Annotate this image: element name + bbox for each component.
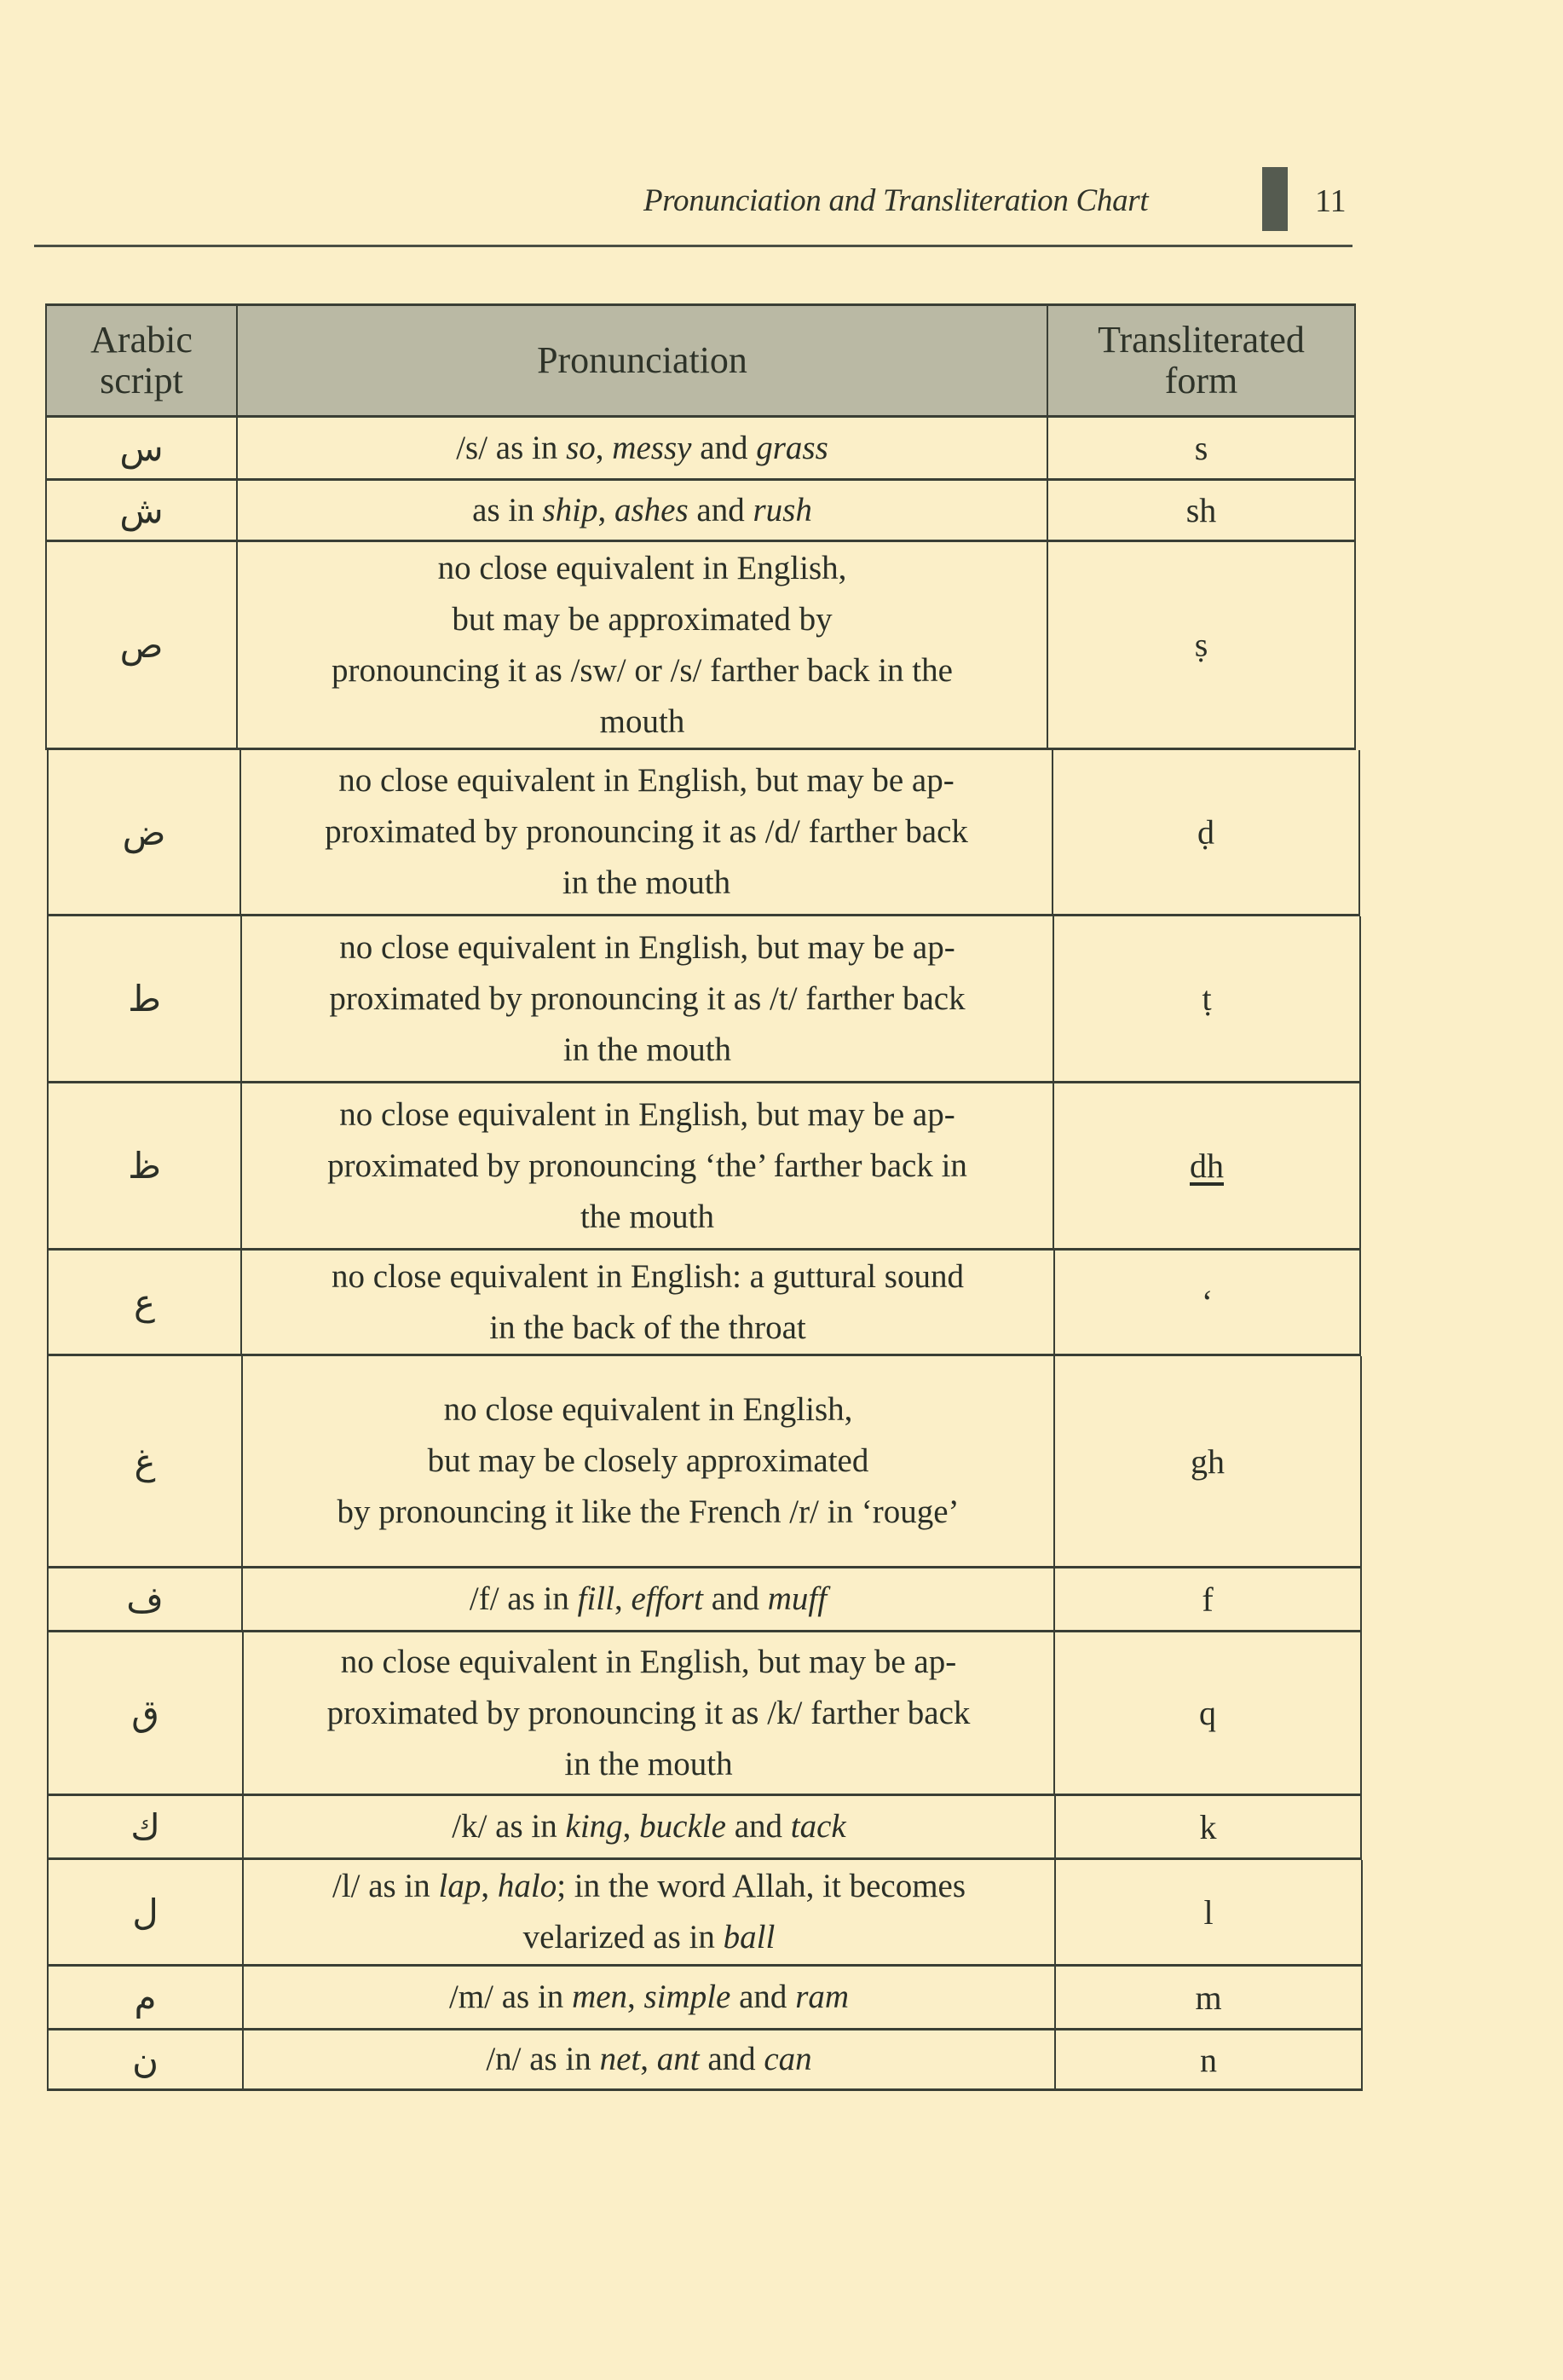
header-pronunciation-label: Pronunciation: [537, 338, 747, 381]
pronunciation-cell: [244, 1632, 1055, 1796]
table-row: [45, 418, 1356, 481]
pronunciation-text: /f/ as in fill, effort and muff: [469, 1580, 828, 1617]
running-title: Pronunciation and Transliteration Chart: [643, 183, 1149, 218]
pronunciation-cell: [242, 1251, 1055, 1356]
arabic-letter: ش: [119, 489, 164, 531]
transliteration-cell: [1048, 418, 1356, 481]
header-transliterated-form: [1048, 303, 1356, 418]
table-row: [47, 1251, 1361, 1356]
arabic-letter: ك: [130, 1805, 160, 1848]
pronunciation-cell: [241, 750, 1053, 916]
page-number: 11: [1315, 183, 1347, 219]
transliteration-text: ṣ: [1194, 626, 1208, 664]
arabic-letter: ض: [122, 811, 166, 853]
pronunciation-cell: [242, 1083, 1054, 1251]
transliteration-cell: [1056, 1860, 1363, 1967]
arabic-letter-cell: [45, 418, 238, 481]
transliteration-cell: [1054, 1083, 1361, 1251]
arabic-letter-cell: [47, 1860, 244, 1967]
transliteration-cell: [1053, 750, 1360, 916]
transliteration-cell: [1055, 1568, 1362, 1632]
transliteration-text: dh: [1190, 1147, 1224, 1185]
pronunciation-text: no close equivalent in English, but may be closely approximated by pronouncing it like the French /r/ in ‘rouge’: [337, 1391, 960, 1530]
pronunciation-text: as in ship, ashes and rush: [472, 491, 812, 529]
arabic-letter-cell: [47, 1632, 244, 1796]
table-row: [45, 542, 1356, 750]
pronunciation-text: no close equivalent in English, but may be ap- proximated by pronouncing ‘the’ farther back in the mouth: [327, 1095, 967, 1235]
arabic-letter-cell: [47, 916, 242, 1083]
transliteration-text: k: [1199, 1807, 1217, 1846]
arabic-letter: ظ: [128, 1145, 161, 1187]
transliteration-cell: [1048, 542, 1356, 750]
transliteration-cell: [1056, 1967, 1363, 2031]
transliteration-text: ḍ: [1197, 812, 1214, 852]
table-row: [47, 1632, 1362, 1796]
arabic-letter-cell: [47, 1251, 242, 1356]
pronunciation-text: no close equivalent in English: a guttural sound in the back of the throat: [332, 1257, 964, 1346]
transliteration-cell: [1054, 916, 1361, 1083]
transliteration-text: f: [1202, 1580, 1214, 1619]
header-pronunciation: [238, 303, 1048, 418]
pronunciation-cell: [238, 481, 1048, 542]
transliteration-text: s: [1194, 429, 1208, 467]
arabic-letter: ص: [119, 624, 164, 666]
transliteration-cell: [1056, 1796, 1362, 1860]
table-header-row: [45, 303, 1356, 418]
arabic-letter: م: [134, 1976, 157, 2019]
arabic-letter: ف: [126, 1578, 164, 1620]
table-row: [47, 1083, 1361, 1251]
transliteration-text: l: [1203, 1892, 1214, 1932]
pronunciation-cell: [243, 1356, 1055, 1568]
transliteration-text: sh: [1185, 491, 1217, 529]
arabic-letter: غ: [134, 1440, 156, 1482]
arabic-letter: ل: [132, 1891, 159, 1933]
pronunciation-text: /n/ as in net, ant and can: [486, 2041, 812, 2077]
pronunciation-text: /s/ as in so, messy and grass: [456, 429, 828, 466]
pronunciation-text: no close equivalent in English, but may be approximated by pronouncing it as /sw/ or /s/ farther back in the mouth: [332, 549, 953, 740]
header-arabic-script: [45, 303, 238, 418]
arabic-letter-cell: [47, 1083, 242, 1251]
arabic-letter-cell: [45, 481, 238, 542]
arabic-letter: ن: [132, 2038, 159, 2081]
arabic-letter-cell: [45, 542, 238, 750]
pronunciation-text: /m/ as in men, simple and ram: [448, 1979, 850, 2015]
header-arabic-script-label: Arabic script: [90, 318, 193, 401]
arabic-letter: ط: [128, 978, 161, 1020]
pronunciation-cell: [243, 1568, 1055, 1632]
transliteration-cell: [1048, 481, 1356, 542]
table-row: [47, 1967, 1363, 2031]
table-row: [47, 1796, 1362, 1860]
transliteration-cell: [1055, 1251, 1361, 1356]
pronunciation-cell: [238, 418, 1048, 481]
transliteration-text: m: [1195, 1978, 1222, 2017]
transliteration-text: ‘: [1201, 1283, 1214, 1321]
pronunciation-text: no close equivalent in English, but may be ap- proximated by pronouncing it as /k/ farther back in the mouth: [326, 1643, 971, 1782]
transliteration-text: ṭ: [1202, 979, 1212, 1018]
pronunciation-cell: [244, 1860, 1056, 1967]
transliteration-cell: [1056, 2031, 1363, 2091]
arabic-letter-cell: [47, 1967, 244, 2031]
arabic-letter-cell: [47, 1356, 243, 1568]
table-row: [47, 916, 1361, 1083]
transliteration-text: n: [1200, 2040, 1217, 2079]
arabic-letter: س: [119, 427, 164, 469]
table-row: [47, 750, 1360, 916]
pronunciation-cell: [244, 1967, 1056, 2031]
transliteration-cell: [1055, 1632, 1362, 1796]
pronunciation-cell: [244, 1796, 1056, 1860]
transliteration-cell: [1055, 1356, 1362, 1568]
pronunciation-text: no close equivalent in English, but may be ap- proximated by pronouncing it as /t/ farther back in the mouth: [329, 928, 966, 1068]
arabic-letter-cell: [47, 2031, 244, 2091]
transliteration-text: gh: [1191, 1441, 1225, 1481]
pronunciation-text: /l/ as in lap, halo; in the word Allah, it becomes velarized as in ball: [332, 1868, 966, 1955]
arabic-letter-cell: [47, 1796, 244, 1860]
table-row: [47, 1568, 1362, 1632]
table-row: [47, 1860, 1363, 1967]
pronunciation-cell: [238, 542, 1048, 750]
arabic-letter: ق: [131, 1692, 159, 1734]
pronunciation-text: no close equivalent in English, but may be ap- proximated by pronouncing it as /d/ farther back in the mouth: [325, 762, 968, 901]
arabic-letter: ع: [133, 1281, 156, 1323]
header-transliterated-form-label: Transliterated form: [1098, 318, 1305, 401]
pronunciation-cell: [242, 916, 1054, 1083]
pronunciation-cell: [244, 2031, 1056, 2091]
arabic-letter-cell: [47, 750, 241, 916]
table-row: [47, 2031, 1363, 2091]
table-row: [45, 481, 1356, 542]
arabic-letter-cell: [47, 1568, 243, 1632]
pronunciation-text: /k/ as in king, buckle and tack: [452, 1808, 846, 1845]
transliteration-text: q: [1199, 1694, 1216, 1732]
table-row: [47, 1356, 1362, 1568]
